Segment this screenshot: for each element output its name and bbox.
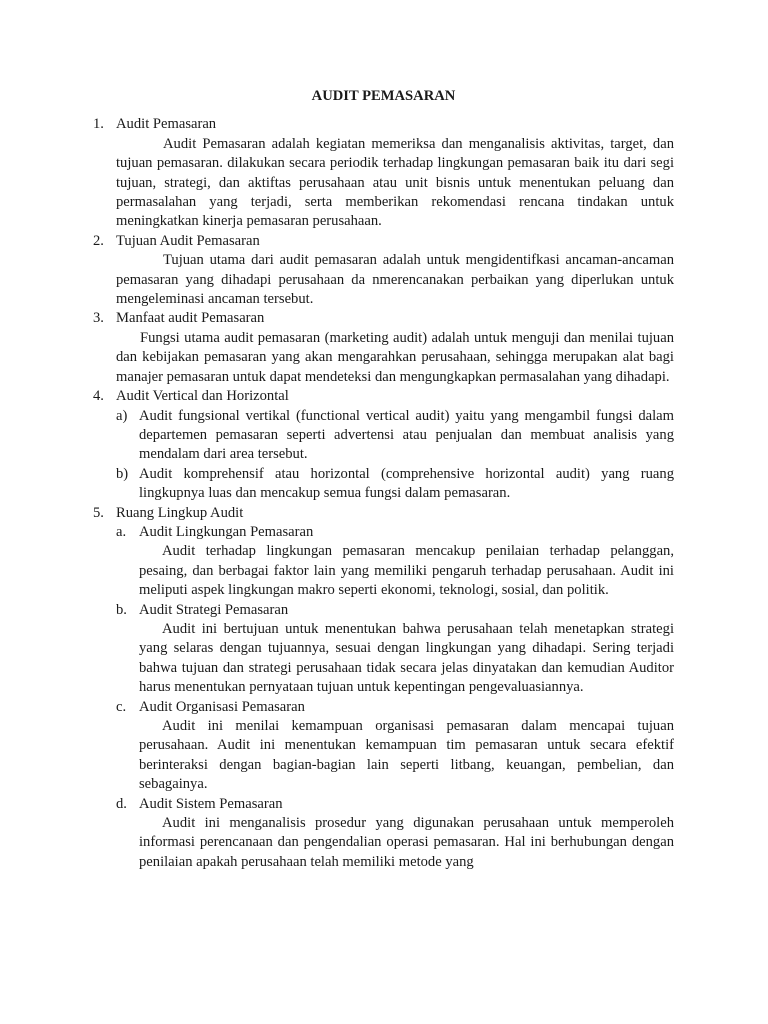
subsection: [116, 601, 674, 698]
document-title: AUDIT PEMASARAN: [311, 88, 456, 104]
section-heading: Ruang Lingkup Audit: [116, 504, 244, 521]
subsection-heading: Audit Organisasi Pemasaran: [139, 698, 305, 715]
subsection-heading: Audit Lingkungan Pemasaran: [139, 523, 314, 540]
section-number: 3.: [93, 310, 104, 327]
section-ruang-lingkup-audit: [93, 504, 674, 873]
section-number: 2.: [93, 232, 104, 249]
list-item-number: b): [116, 465, 129, 482]
subsection-paragraph: Audit terhadap lingkungan pemasaran mencakup penilaian terhadap pelanggan, pesaing, dan berbagai faktor lain yang memiliki pengaruh terhadap perusahaan. Audit ini meliputi aspek lingkungan makro seperti ekonomi, teknologi, sosial, dan politik.: [139, 543, 674, 599]
subsection: [116, 523, 674, 601]
section-number: 5.: [93, 504, 104, 521]
subsection-number: a.: [116, 523, 127, 540]
section-heading: Audit Vertical dan Horizontal: [116, 388, 289, 405]
section-heading: Audit Pemasaran: [116, 116, 217, 133]
section-audit-vertical-horizontal: [93, 387, 674, 503]
section-paragraph: Tujuan utama dari audit pemasaran adalah untuk mengidentifkasi ancaman-ancaman pemasaran yang dihadapi perusahaan da nmerencanakan perbaikan yang diperlukan untuk mengeleminasi ancaman tersebut.: [116, 252, 674, 308]
subsection-number: b.: [116, 601, 127, 618]
list-item-number: a): [116, 407, 128, 424]
subsection-number: c.: [116, 698, 127, 715]
subsection-heading: Audit Sistem Pemasaran: [139, 795, 283, 812]
list-item-text: Audit komprehensif atau horizontal (comprehensive horizontal audit) yang ruang lingkupnya luas dan mencakup semua fungsi dalam pemasaran.: [139, 465, 674, 502]
section-audit-pemasaran: [93, 115, 674, 231]
list-item: [116, 407, 674, 465]
subsection: [116, 795, 674, 873]
subsection-heading: Audit Strategi Pemasaran: [139, 601, 289, 618]
list-item: [116, 465, 674, 504]
section-number: 4.: [93, 388, 104, 405]
subsection: [116, 698, 674, 795]
subsection-paragraph: Audit ini menganalisis prosedur yang digunakan perusahaan untuk memperoleh informasi perencanaan dan pengendalian operasi pemasaran. Hal ini berhubungan dengan penilaian apakah perusahaan telah memiliki metode yang: [139, 815, 674, 870]
section-paragraph: Fungsi utama audit pemasaran (marketing audit) adalah untuk menguji dan menilai tujuan dan kebijakan pemasaran yang akan mengarahkan perusahaan, sehingga merupakan alat bagi manajer pemasaran untuk dapat mendeteksi dan mengungkapkan permasalahan yang dihadapi.: [116, 329, 674, 385]
section-paragraph: Audit Pemasaran adalah kegiatan memeriksa dan menganalisis aktivitas, target, dan tujuan pemasaran. dilakukan secara periodik terhadap lingkungan pemasaran baik itu dari segi tujuan, strategi, dan aktiftas perusahaan atau unit bisnis untuk menentukan peluang dan permasalahan yang terjadi, serta memberikan rekomendasi rencana tindakan untuk meningkatkan kinerja pemasaran perusahaan.: [116, 135, 674, 230]
list-item-text: Audit fungsional vertikal (functional vertical audit) yaitu yang mengambil fungsi dalam departemen pemasaran seperti advertensi atau penjualan dan membuat analisis yang mendalam dari area tersebut.: [139, 407, 674, 463]
section-heading: Tujuan Audit Pemasaran: [116, 232, 260, 249]
subsection-paragraph: Audit ini bertujuan untuk menentukan bahwa perusahaan telah menetapkan strategi yang selaras dengan tujuannya, sesuai dengan lingkungan yang dihadapi. Sering terjadi bahwa tujuan dan strategi perusahaan tidak secara jelas dinyatakan dan kemudian Auditor harus menentukan pernyataan tujuan untuk kepentingan pengevaluasiannya.: [139, 620, 674, 696]
section-heading: Manfaat audit Pemasaran: [116, 310, 265, 327]
subsection-paragraph: Audit ini menilai kemampuan organisasi pemasaran dalam mencapai tujuan perusahaan. Audit ini menentukan kemampuan tim pemasaran untuk secara efektif berinteraksi dengan bagian-bagian lain seperti litbang, keuangan, pembelian, dan sebagainya.: [139, 718, 674, 793]
section-number: 1.: [93, 116, 104, 133]
section-tujuan-audit: [93, 232, 674, 310]
section-manfaat-audit: [93, 309, 674, 387]
subsection-number: d.: [116, 795, 127, 812]
